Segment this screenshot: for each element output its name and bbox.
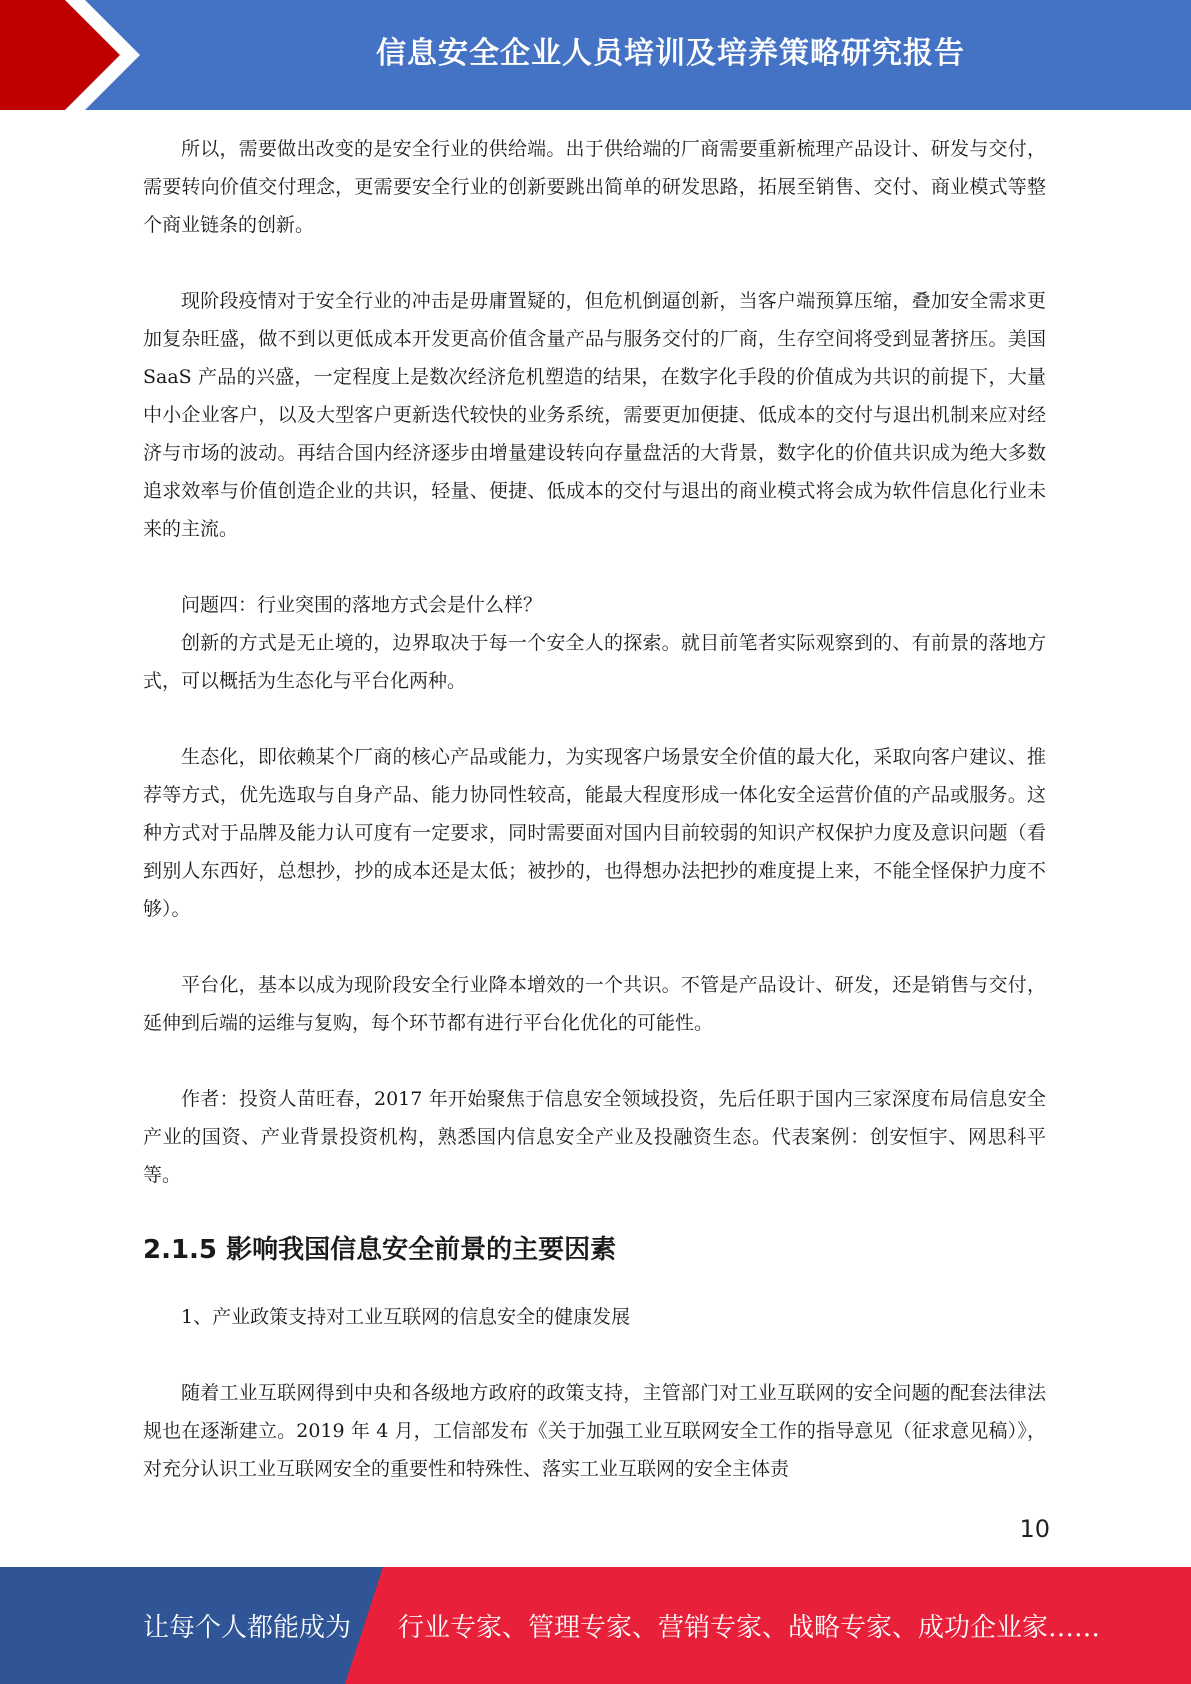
paragraph-ecosystem: 生态化，即依赖某个厂商的核心产品或能力，为实现客户场景安全价值的最大化，采取向客户建议、推荐等方式，优先选取与自身产品、能力协同性较高，能最大程度形成一体化安全运营价值的产品或服务。这种方式对于品牌及能力认可度有一定要求，同时需要面对国内目前较弱的知识产权保护力度及意识问题（看到别人东西好，总想抄，抄的成本还是太低；被抄的，也得想办法把抄的难度提上来，不能全怪保护力度不够）。 bbox=[143, 746, 1046, 920]
header-band bbox=[0, 0, 1191, 110]
paragraph-industrial-internet: 随着工业互联网得到中央和各级地方政府的政策支持，主管部门对工业互联网的安全问题的配套法律法规也在逐渐建立。2019 年 4 月，工信部发布《关于加强工业互联网安全工作的指导意见（征求意见稿）》，对充分认识工业互联网安全的重要性和特殊性、落实工业互联网的安全主体责 bbox=[143, 1382, 1046, 1480]
paragraph-platform: 平台化，基本以成为现阶段安全行业降本增效的一个共识。不管是产品设计、研发，还是销售与交付，延伸到后端的运维与复购，每个环节都有进行平台化优化的可能性。 bbox=[143, 974, 1046, 1034]
paragraph-innovation: 创新的方式是无止境的，边界取决于每一个安全人的探索。就目前笔者实际观察到的、有前景的落地方式，可以概括为生态化与平台化两种。 bbox=[143, 632, 1046, 692]
footer-banner bbox=[0, 1567, 1191, 1684]
paragraph-supply-side: 所以，需要做出改变的是安全行业的供给端。出于供给端的厂商需要重新梳理产品设计、研发与交付，需要转向价值交付理念，更需要安全行业的创新要跳出简单的研发思路，拓展至销售、交付、商业模式等整个商业链条的创新。 bbox=[143, 138, 1046, 236]
paragraph-pandemic-impact: 现阶段疫情对于安全行业的冲击是毋庸置疑的，但危机倒逼创新，当客户端预算压缩，叠加安全需求更加复杂旺盛，做不到以更低成本开发更高价值含量产品与服务交付的厂商，生存空间将受到显著挤压。美国 SaaS 产品的兴盛，一定程度上是数次经济危机塑造的结果，在数字化手段的价值成为共识的前提下，大量中小企业客户，以及大型客户更新迭代较快的业务系统，需要更加便捷、低成本的交付与退出机制来应对经济与市场的波动。再结合国内经济逐步由增量建设转向存量盘活的大背景，数字化的价值共识成为绝大多数追求效率与价值创造企业的共识，轻量、便捷、低成本的交付与退出的商业模式将会成为软件信息化行业未来的主流。 bbox=[143, 290, 1046, 540]
footer-slogan-right: 行业专家、管理专家、营销专家、战略专家、成功企业家…… bbox=[398, 1613, 1101, 1643]
header-arrow-decoration bbox=[0, 0, 150, 110]
document-title: 信息安全企业人员培训及培养策略研究报告 bbox=[376, 36, 965, 71]
paragraph-question-four: 问题四：行业突围的落地方式会是什么样？ bbox=[181, 594, 543, 616]
page-content bbox=[143, 130, 1046, 1488]
footer-slogan-left: 让每个人都能成为 bbox=[143, 1613, 352, 1643]
page-number: 10 bbox=[1019, 1515, 1050, 1543]
paragraph-author: 作者：投资人苗旺春，2017 年开始聚焦于信息安全领域投资，先后任职于国内三家深度布局信息安全产业的国资、产业背景投资机构，熟悉国内信息安全产业及投融资生态。代表案例：创安恒宇、网思科平等。 bbox=[143, 1088, 1046, 1186]
list-item-policy-support: 1、产业政策支持对工业互联网的信息安全的健康发展 bbox=[181, 1306, 631, 1328]
section-heading: 2.1.5 影响我国信息安全前景的主要因素 bbox=[143, 1235, 617, 1265]
